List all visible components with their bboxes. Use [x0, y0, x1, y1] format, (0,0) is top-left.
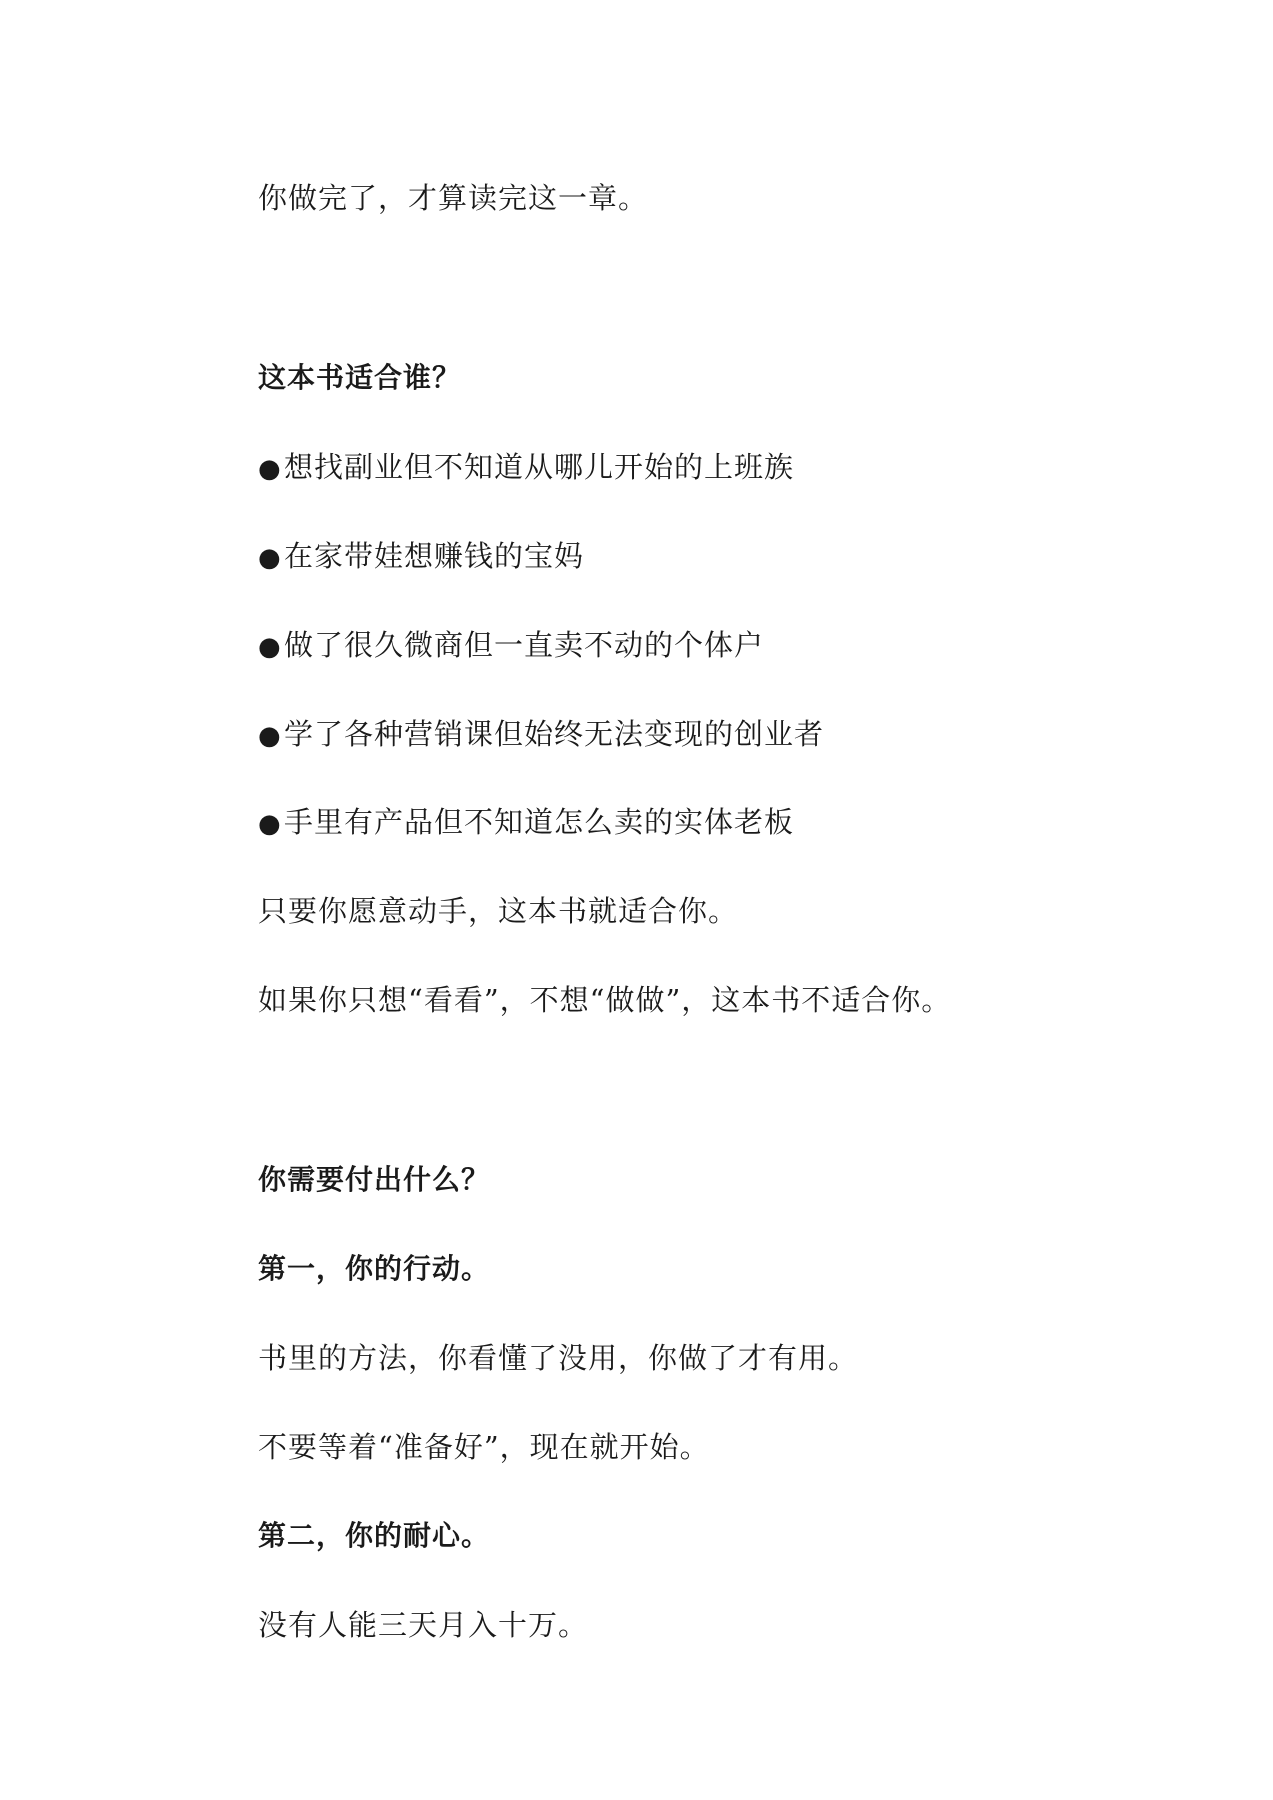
bullet-text: 手里有产品但不知道怎么卖的实体老板 — [284, 805, 795, 839]
paragraph-no-shortcut: 没有人能三天月入十万。 — [258, 1608, 589, 1642]
paragraph-start-now: 不要等着“准备好”，现在就开始。 — [258, 1430, 710, 1464]
bullet-item — [258, 536, 584, 578]
heading-target-audience: 这本书适合谁？ — [258, 361, 462, 394]
bullet-icon: ● — [258, 454, 282, 484]
bullet-text: 学了各种营销课但始终无法变现的创业者 — [284, 717, 825, 751]
bullet-icon: ● — [258, 721, 282, 751]
paragraph-chapter-end: 你做完了，才算读完这一章。 — [258, 181, 649, 215]
heading-second-patience: 第二，你的耐心。 — [258, 1519, 491, 1552]
bullet-item — [258, 447, 794, 489]
bullet-text: 想找副业但不知道从哪儿开始的上班族 — [284, 450, 795, 484]
bullet-icon: ● — [258, 632, 282, 662]
bullet-text: 在家带娃想赚钱的宝妈 — [284, 539, 585, 573]
paragraph-methods: 书里的方法，你看懂了没用，你做了才有用。 — [258, 1341, 859, 1375]
bullet-item — [258, 802, 794, 844]
bullet-item — [258, 714, 824, 756]
bullet-text: 做了很久微商但一直卖不动的个体户 — [284, 628, 765, 662]
bullet-icon: ● — [258, 809, 282, 839]
heading-first-action: 第一，你的行动。 — [258, 1252, 491, 1285]
heading-what-to-pay: 你需要付出什么？ — [258, 1163, 491, 1196]
bullet-item — [258, 625, 764, 667]
bullet-icon: ● — [258, 543, 282, 573]
paragraph-suitability: 只要你愿意动手，这本书就适合你。 — [258, 894, 739, 928]
paragraph-not-suitable: 如果你只想“看看”，不想“做做”，这本书不适合你。 — [258, 983, 952, 1017]
